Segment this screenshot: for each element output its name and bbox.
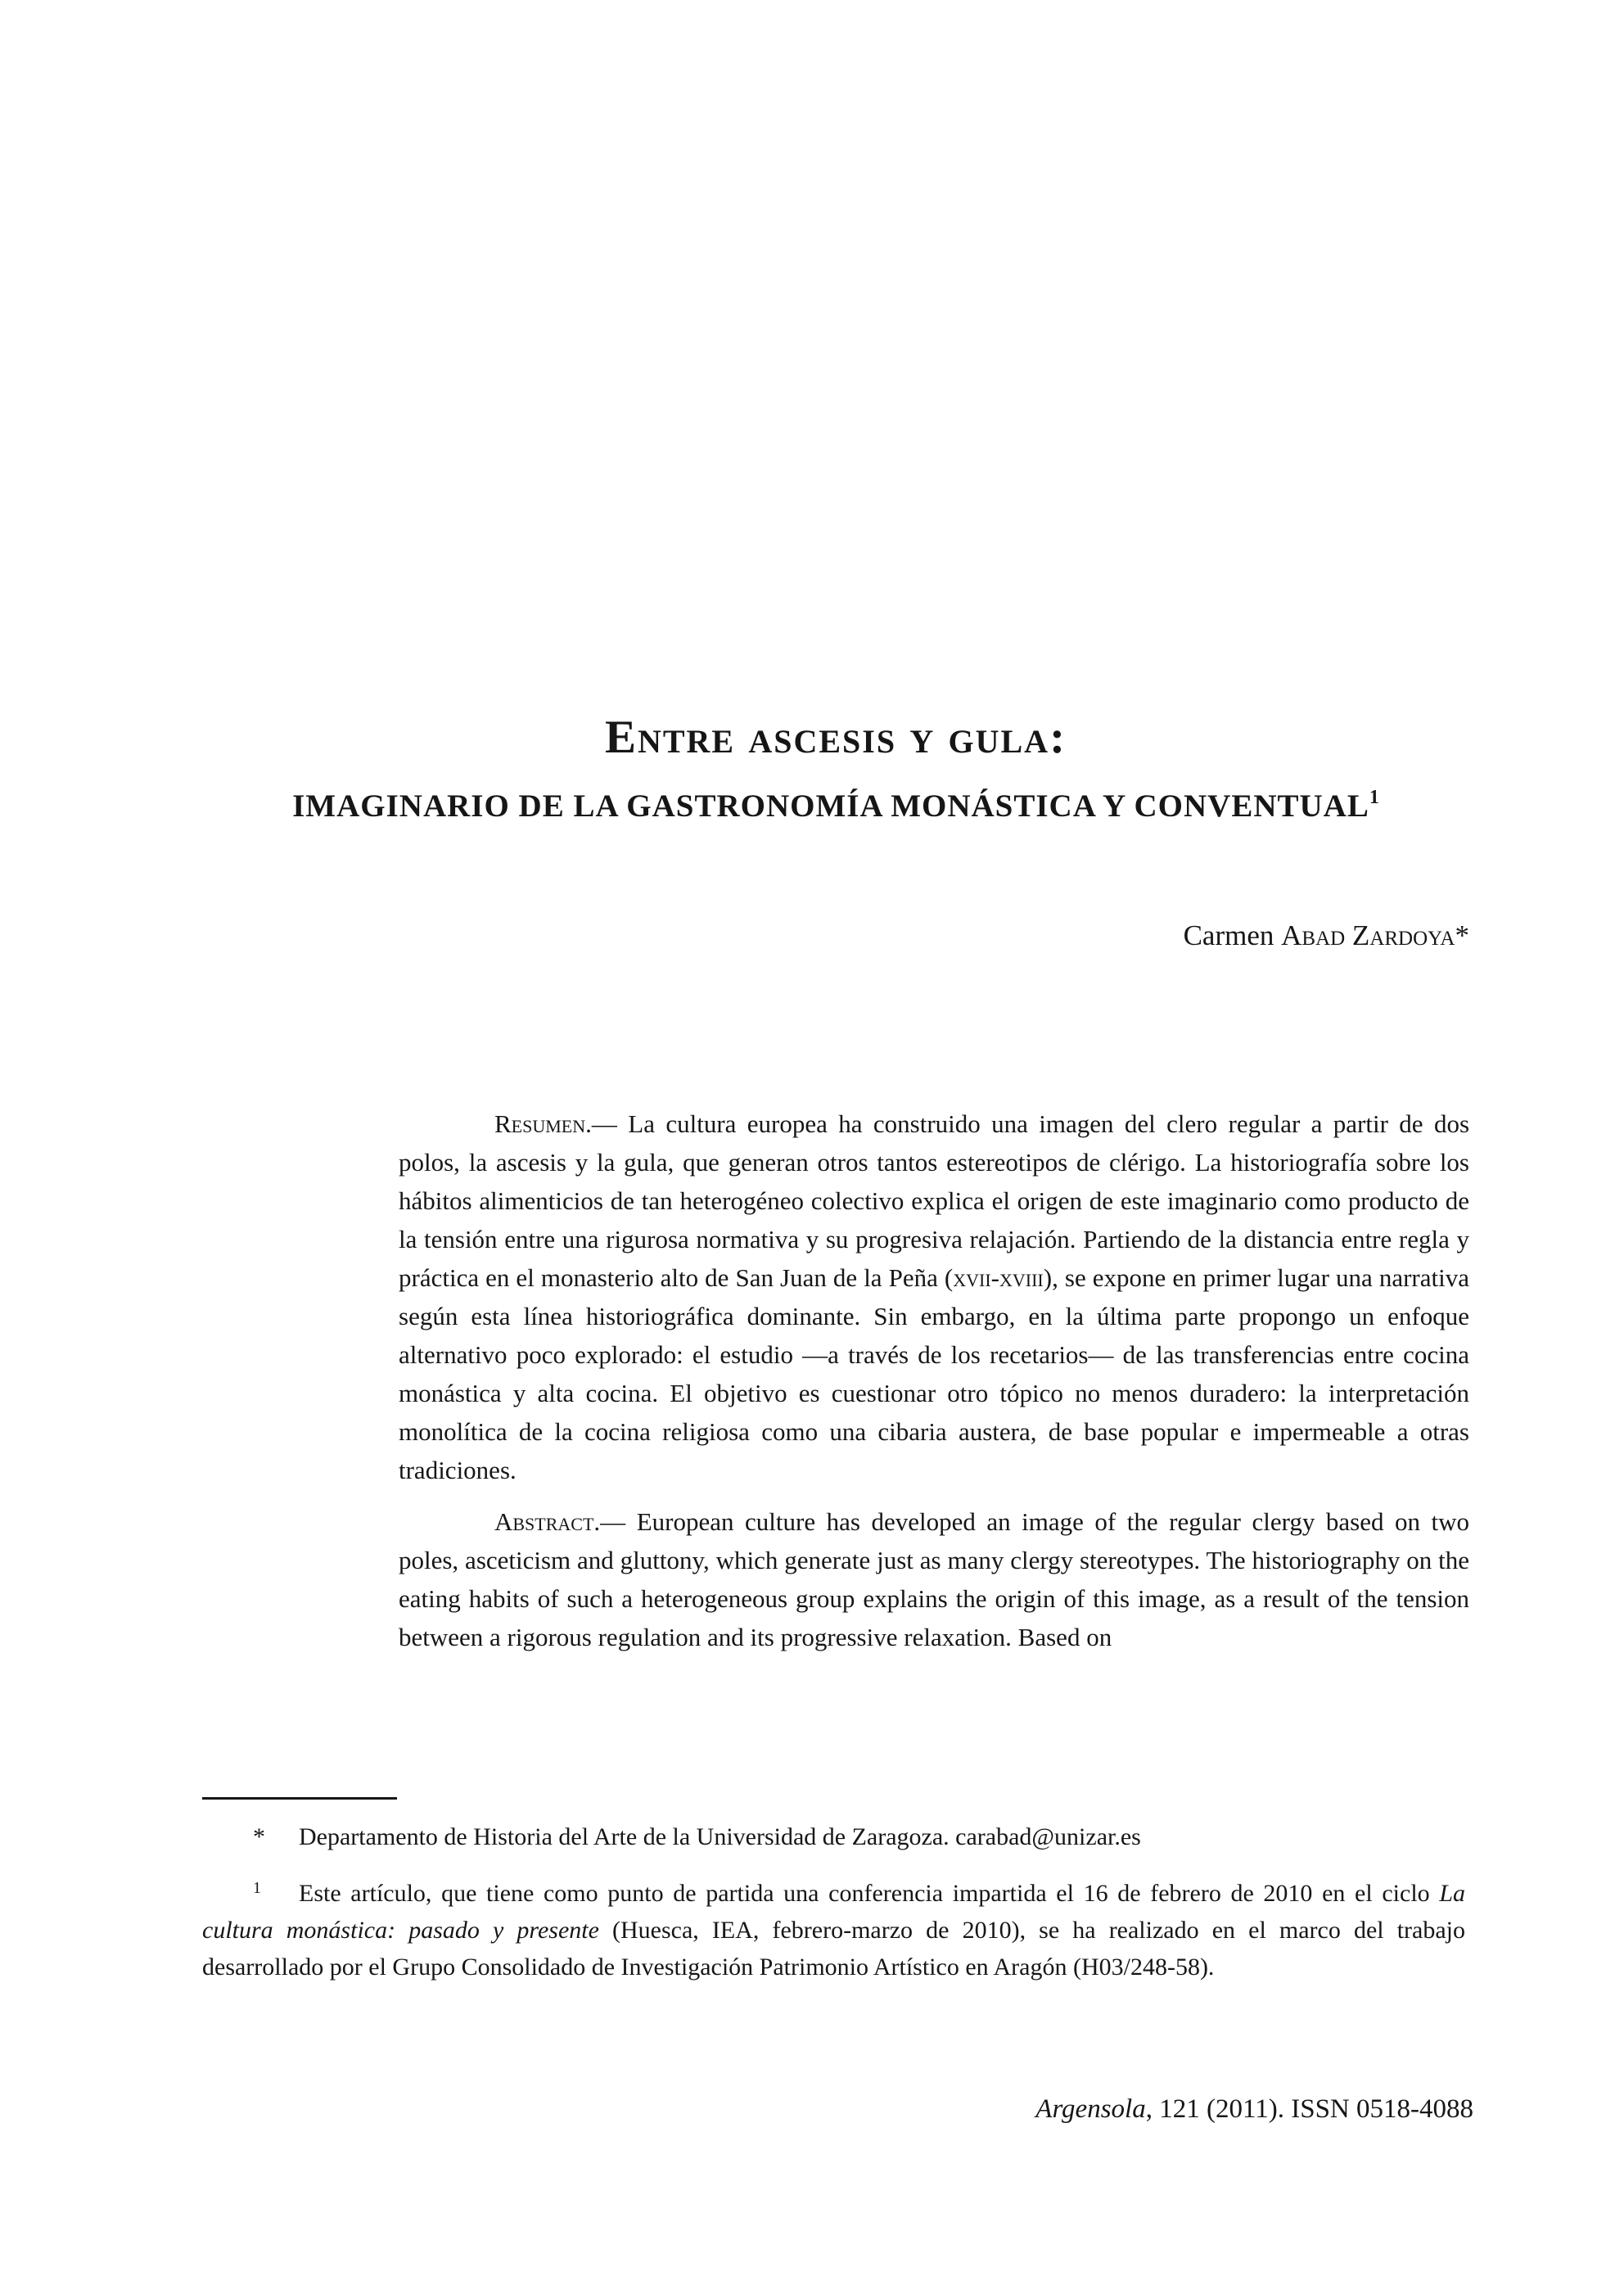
footnote-divider-rule bbox=[202, 1797, 397, 1800]
footnote-affiliation bbox=[202, 1818, 1465, 1855]
article-title-line2 bbox=[202, 778, 1469, 826]
footnote-1-text-2: (Huesca, IEA, febrero-marzo de 2010), se ha realizado en el marco del trabajo desarrollado por el Grupo Consolidado de Investigación Patrimonio Artístico en Aragón (H03/248-58). bbox=[202, 1917, 1466, 1981]
author-affiliation-marker: * bbox=[1455, 919, 1469, 951]
footnote-1-cycle-title: La cultura monástica: pasado y presente bbox=[202, 1880, 1465, 1944]
footnotes-block bbox=[202, 1818, 1465, 1985]
resumen-label: Resumen bbox=[494, 1109, 586, 1138]
resumen-centuries: xvii-xviii bbox=[953, 1263, 1044, 1292]
resumen-text-2: ), se expone en primer lugar una narrativa según esta línea historiográfica dominante. Sin embargo, en la última parte propongo un enfoque alternativo poco explorado: el estudio —a través de los recetarios— de las transferencias entre cocina monástica y alta cocina. El objetivo es cuestionar otro tópico no menos duradero: la interpretación monolítica de la cocina religiosa como una cibaria austera, de base popular e impermeable a otras tradiciones. bbox=[399, 1263, 1469, 1484]
footnote-1-text-1: Este artículo, que tiene como punto de partida una conferencia impartida el 16 de febrero de 2010 en el ciclo bbox=[299, 1880, 1440, 1907]
author-first-name: Carmen bbox=[1183, 919, 1282, 951]
abstract-label: Abstract bbox=[494, 1507, 594, 1536]
author-last-name: Abad Zardoya bbox=[1281, 919, 1455, 951]
footnote-asterisk-marker: * bbox=[253, 1823, 265, 1850]
abstract-dash: .— bbox=[593, 1507, 637, 1536]
footnote-1-marker-number: 1 bbox=[253, 1879, 261, 1897]
article-title-block bbox=[202, 711, 1469, 826]
article-title-line2-text: IMAGINARIO DE LA GASTRONOMÍA MONÁSTICA Y CONVENTUAL bbox=[292, 788, 1369, 824]
resumen-text-1: La cultura europea ha construido una imagen del clero regular a partir de dos polos, la ascesis y la gula, que generan otros tantos estereotipos de clérigo. La historiografía sobre los hábitos alimenticios de tan heterogéneo colectivo explica el origen de este imaginario como producto de la tensión entre una rigurosa normativa y su progresiva relajación. Partiendo de la distancia entre regla y práctica en el monasterio alto de San Juan de la Peña ( bbox=[399, 1109, 1470, 1292]
article-title-line1: Entre ascesis y gula: bbox=[604, 711, 1067, 763]
title-footnote-superscript: 1 bbox=[1369, 787, 1379, 808]
journal-name: Argensola bbox=[1035, 2094, 1146, 2124]
resumen-paragraph bbox=[399, 1104, 1469, 1489]
author-line bbox=[202, 919, 1469, 953]
footnote-1-marker bbox=[253, 1870, 299, 1912]
footnote-affiliation-text: Departamento de Historia del Arte de la Universidad de Zaragoza. carabad@unizar.es bbox=[299, 1823, 1141, 1850]
abstract-text: European culture has developed an image of the regular clergy based on two poles, asceticism and gluttony, which generate just as many clergy stereotypes. The historiography on the eating habits of such a heterogeneous group explains the origin of this image, as a result of the tension between a rigorous regulation and its progressive relaxation. Based on bbox=[399, 1507, 1470, 1651]
journal-footer bbox=[202, 2093, 1473, 2125]
abstract-paragraph bbox=[399, 1502, 1469, 1656]
footnote-1 bbox=[202, 1870, 1465, 1985]
resumen-dash: .— bbox=[585, 1109, 629, 1138]
journal-issue-issn: , 121 (2011). ISSN 0518-4088 bbox=[1145, 2094, 1473, 2124]
abstract-block bbox=[399, 1104, 1469, 1656]
